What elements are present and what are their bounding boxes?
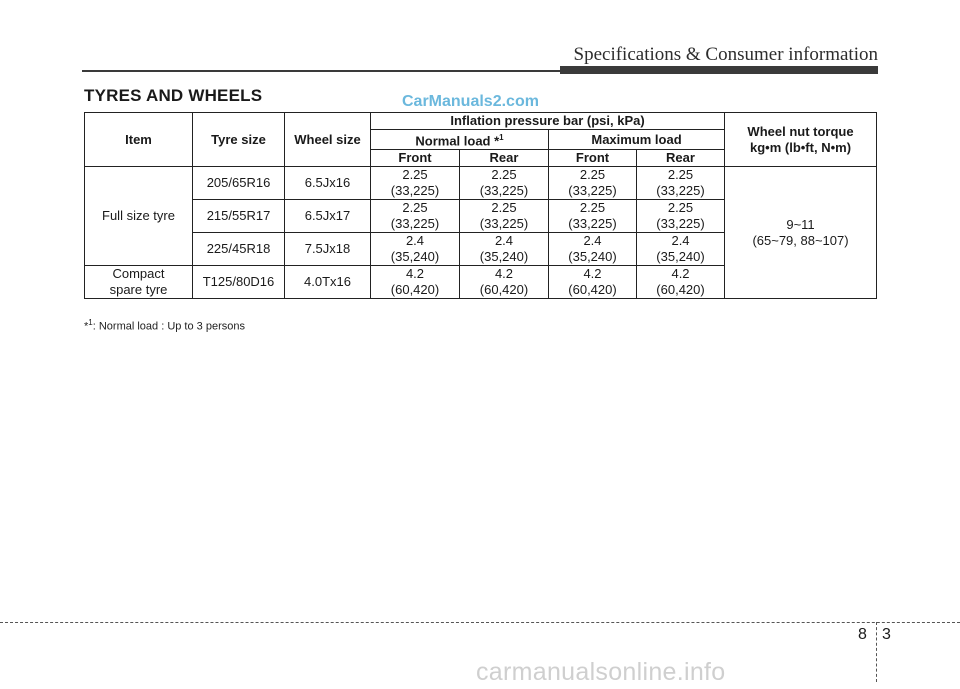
footnote (84, 318, 245, 333)
pressure-bar: 2.25 (491, 200, 517, 216)
pressure-psi-kpa: (35,240) (479, 249, 529, 265)
pressure-bar: 2.4 (405, 233, 425, 249)
header-torque-line1: Wheel nut torque (747, 123, 854, 139)
page-number: 3 (882, 626, 891, 643)
compact-label-line2: spare tyre (109, 282, 168, 298)
pressure-cell (549, 266, 637, 299)
compact-spare-label (85, 266, 193, 299)
pressure-bar: 2.25 (579, 200, 606, 216)
pressure-psi-kpa: (33,225) (479, 216, 529, 232)
watermark-top: CarManuals2.com (402, 93, 539, 110)
footnote-text: : Normal load : Up to 3 persons (92, 320, 245, 333)
tyre-size-cell: 205/65R16 (193, 167, 285, 200)
tyre-size-cell: T125/80D16 (193, 266, 285, 299)
pressure-psi-kpa: (60,420) (390, 282, 440, 298)
header-bar (560, 66, 878, 74)
compact-label-line1: Compact (112, 266, 165, 282)
header-rear: Rear (460, 150, 549, 167)
pressure-cell (637, 233, 725, 266)
header-tyre-size: Tyre size (193, 113, 285, 167)
pressure-psi-kpa: (60,420) (656, 282, 705, 298)
tyre-spec-table (84, 112, 877, 299)
pressure-cell (460, 200, 549, 233)
wheel-size-cell: 6.5Jx17 (285, 200, 371, 233)
pressure-cell (460, 233, 549, 266)
chapter-number: 8 (858, 626, 867, 643)
pressure-cell (371, 266, 460, 299)
watermark-bottom: carmanualsonline.info (476, 658, 726, 686)
pressure-cell (371, 233, 460, 266)
torque-value: 9~11 (786, 216, 815, 232)
pressure-bar: 2.25 (402, 200, 428, 216)
footnote-star: * (84, 320, 89, 333)
pressure-bar: 4.2 (494, 266, 514, 282)
pressure-psi-kpa: (33,225) (568, 183, 617, 199)
header-inflation: Inflation pressure bar (psi, kPa) (371, 113, 725, 130)
pressure-cell (549, 233, 637, 266)
pressure-psi-kpa: (33,225) (656, 216, 705, 232)
header-front: Front (549, 150, 637, 167)
pressure-psi-kpa: (35,240) (568, 249, 617, 265)
table-row (85, 167, 877, 200)
pressure-bar: 2.4 (583, 233, 602, 249)
pressure-bar: 2.25 (667, 167, 694, 183)
torque-units: (65~79, 88~107) (752, 232, 849, 248)
pressure-bar: 2.25 (402, 167, 428, 183)
full-size-label: Full size tyre (85, 167, 193, 266)
header-item: Item (85, 113, 193, 167)
section-title: TYRES AND WHEELS (84, 86, 263, 105)
wheel-size-cell: 4.0Tx16 (285, 266, 371, 299)
wheel-size-cell: 7.5Jx18 (285, 233, 371, 266)
pressure-cell (371, 200, 460, 233)
pressure-psi-kpa: (35,240) (656, 249, 705, 265)
pressure-cell (460, 167, 549, 200)
header-normal-load (371, 130, 549, 150)
wheel-size-cell: 6.5Jx16 (285, 167, 371, 200)
footer-page-divider (876, 622, 877, 682)
pressure-cell (637, 200, 725, 233)
pressure-cell (549, 200, 637, 233)
pressure-bar: 2.4 (671, 233, 690, 249)
pressure-psi-kpa: (60,420) (479, 282, 529, 298)
pressure-bar: 4.2 (583, 266, 602, 282)
pressure-psi-kpa: (33,225) (568, 216, 617, 232)
pressure-psi-kpa: (33,225) (656, 183, 705, 199)
header-rule (82, 70, 562, 72)
footnote-sup: 1 (88, 318, 93, 327)
pressure-bar: 4.2 (405, 266, 425, 282)
header-torque-line2: kg•m (lb•ft, N•m) (749, 139, 852, 155)
header-torque (725, 113, 877, 167)
pressure-bar: 2.25 (579, 167, 606, 183)
pressure-bar: 2.4 (494, 233, 514, 249)
pressure-cell (460, 266, 549, 299)
pressure-bar: 4.2 (671, 266, 690, 282)
header-maximum-load: Maximum load (549, 130, 725, 150)
pressure-cell (637, 167, 725, 200)
pressure-bar: 2.25 (667, 200, 694, 216)
pressure-psi-kpa: (33,225) (479, 183, 529, 199)
header-front: Front (371, 150, 460, 167)
pressure-bar: 2.25 (491, 167, 517, 183)
torque-cell (725, 167, 877, 299)
header-rear: Rear (637, 150, 725, 167)
pressure-cell (637, 266, 725, 299)
tyre-size-cell: 225/45R18 (193, 233, 285, 266)
pressure-psi-kpa: (60,420) (568, 282, 617, 298)
tyre-size-cell: 215/55R17 (193, 200, 285, 233)
header-title: Specifications & Consumer information (573, 44, 878, 65)
header-normal-sup: 1 (499, 133, 504, 142)
footer-divider (0, 622, 960, 623)
pressure-psi-kpa: (33,225) (390, 183, 440, 199)
pressure-psi-kpa: (33,225) (390, 216, 440, 232)
header-normal-label: Normal load * (415, 133, 500, 149)
pressure-psi-kpa: (35,240) (390, 249, 440, 265)
pressure-cell (371, 167, 460, 200)
header-wheel-size: Wheel size (285, 113, 371, 167)
pressure-cell (549, 167, 637, 200)
